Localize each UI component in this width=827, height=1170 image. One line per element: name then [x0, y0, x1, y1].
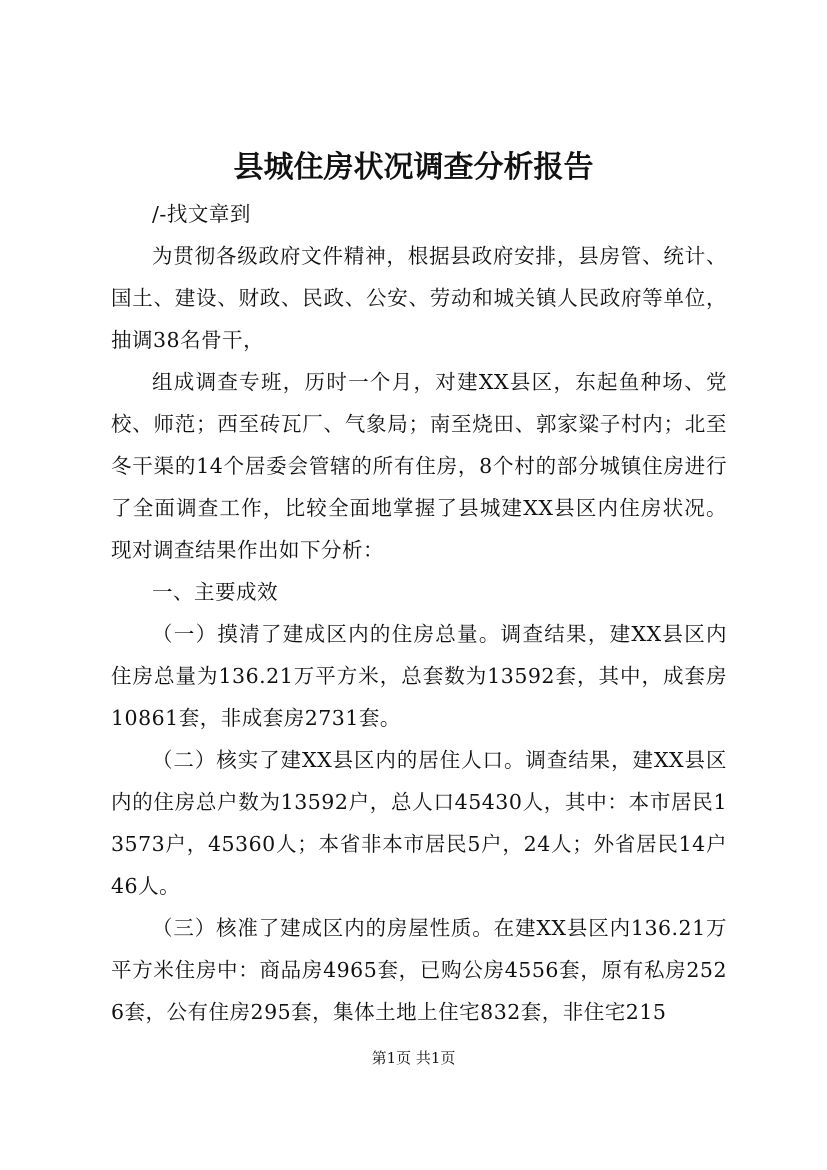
paragraph-scope: 组成调查专班，历时一个月，对建XX县区，东起鱼种场、党校、师范；西至砖瓦厂、气象局；南至烧田、郭家粱子村内；北至冬干渠的14个居委会管辖的所有住房，8个村的部分城镇住房进行了全面调查工作，比较全面地掌握了县城建XX县区内住房状况。现对调查结果作出如下分析： — [111, 370, 727, 562]
document-body — [111, 193, 727, 1033]
paragraph-source: /-找文章到 — [152, 202, 251, 226]
page-footer: 第1页 共1页 — [371, 1049, 456, 1067]
paragraph-intro: 为贯彻各级政府文件精神，根据县政府安排，县房管、统计、国土、建设、财政、民政、公安、劳动和城关镇人民政府等单位，抽调38名骨干， — [111, 244, 727, 352]
paragraph-housing-type: （三）核准了建成区内的房屋性质。在建XX县区内136.21万平方米住房中：商品房4965套，已购公房4556套，原有私房2526套，公有住房295套，集体土地上住宅832套，非住宅215 — [111, 916, 727, 1024]
document-title: 县城住房状况调查分析报告 — [233, 150, 594, 185]
paragraph-population: （二）核实了建XX县区内的居住人口。调查结果，建XX县区内的住房总户数为13592户，总人口45430人，其中：本市居民13573户，45360人；本省非本市居民5户，24人；外省居民14户46人。 — [111, 748, 727, 898]
section-heading-main-results: 一、主要成效 — [152, 580, 278, 604]
paragraph-housing-total: （一）摸清了建成区内的住房总量。调查结果，建XX县区内住房总量为136.21万平方米，总套数为13592套，其中，成套房10861套，非成套房2731套。 — [111, 622, 727, 730]
